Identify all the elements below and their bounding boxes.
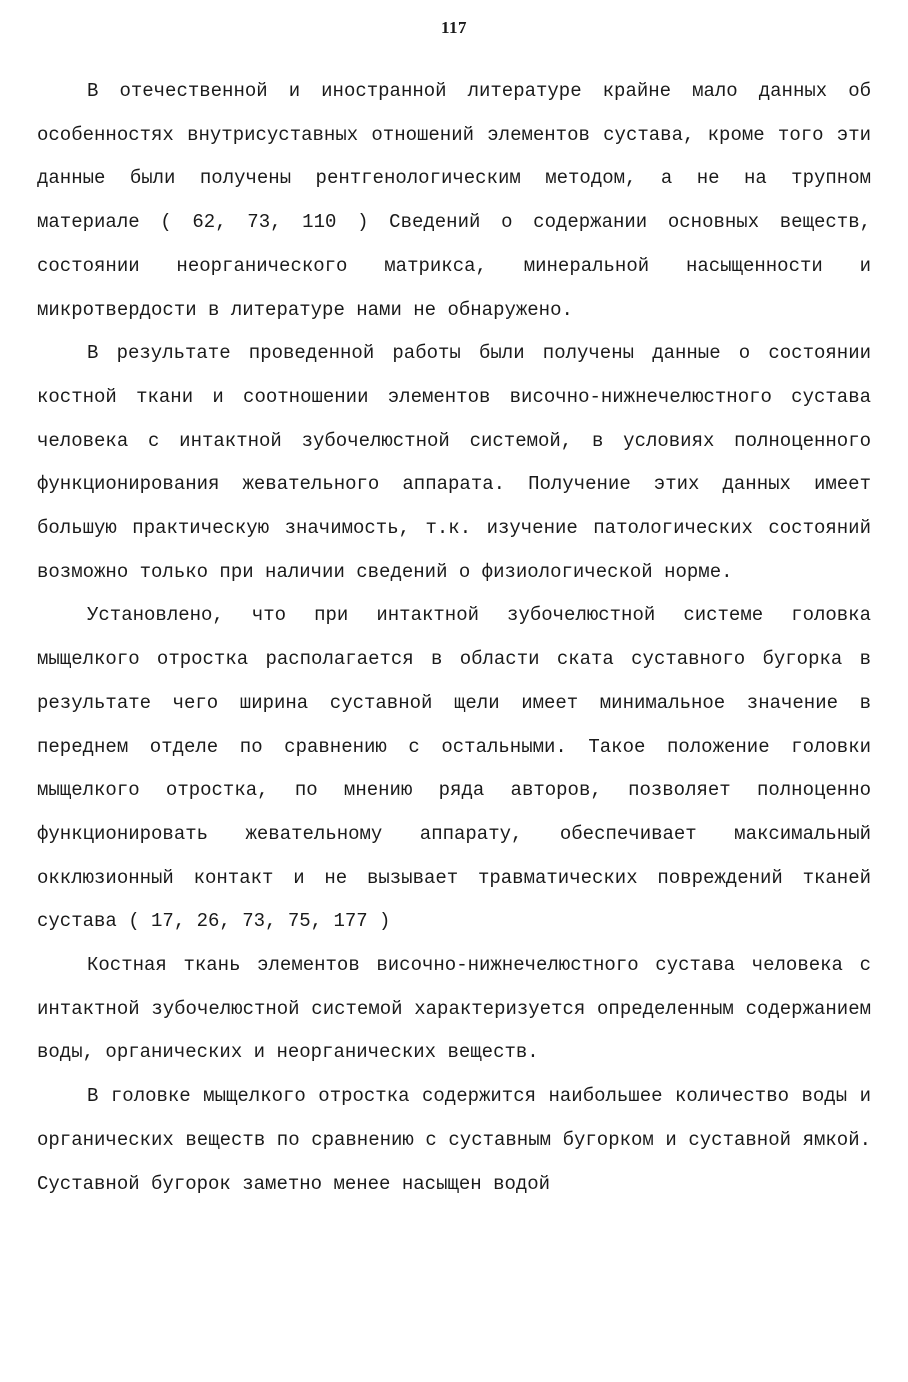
paragraph-condyle-position: Установлено, что при интактной зубочелюстной системе головка мыщелкого отростка располагается в области ската суставного бугорка в результате чего ширина суставной щели имеет минимальное значение в переднем отделе по сравнению с остальными. Такое положение головки мыщелкого отростка, по мнению ряда авторов, позволяет полноценно функционировать жевательному аппарату, обеспечивает максимальный окклюзионный контакт и не вызывает травматических повреждений тканей сустава ( 17, 26, 73, 75, 177 ) — [37, 604, 871, 933]
paragraph-bone-composition: Костная ткань элементов височно-нижнечелюстного сустава человека с интактной зубочелюстной системой характеризуется определенным содержанием воды, органических и неорганических веществ. — [37, 954, 871, 1064]
document-body — [37, 70, 871, 1206]
paragraph-condyle-content: В головке мыщелкого отростка содержится наибольшее количество воды и органических веществ по сравнению с суставным бугорком и суставной ямкой. Суставной бугорок заметно менее насыщен водой — [37, 1085, 871, 1195]
paragraph-results-overview: В результате проведенной работы были получены данные о состоянии костной ткани и соотношении элементов височно-нижнечелюстного сустава человека с интактной зубочелюстной системой, в условиях полноценного функционирования жевательного аппарата. Получение этих данных имеет большую практическую значимость, т.к. изучение патологических состояний возможно только при наличии сведений о физиологической норме. — [37, 342, 871, 583]
paragraph-literature-review: В отечественной и иностранной литературе крайне мало данных об особенностях внутрисуставных отношений элементов сустава, кроме того эти данные были получены рентгенологическим методом, а не на трупном материале ( 62, 73, 110 ) Сведений о содержании основных веществ, состоянии неорганического матрикса, минеральной насыщенности и микротвердости в литературе нами не обнаружено. — [37, 80, 871, 321]
page-number: 117 — [440, 18, 468, 37]
